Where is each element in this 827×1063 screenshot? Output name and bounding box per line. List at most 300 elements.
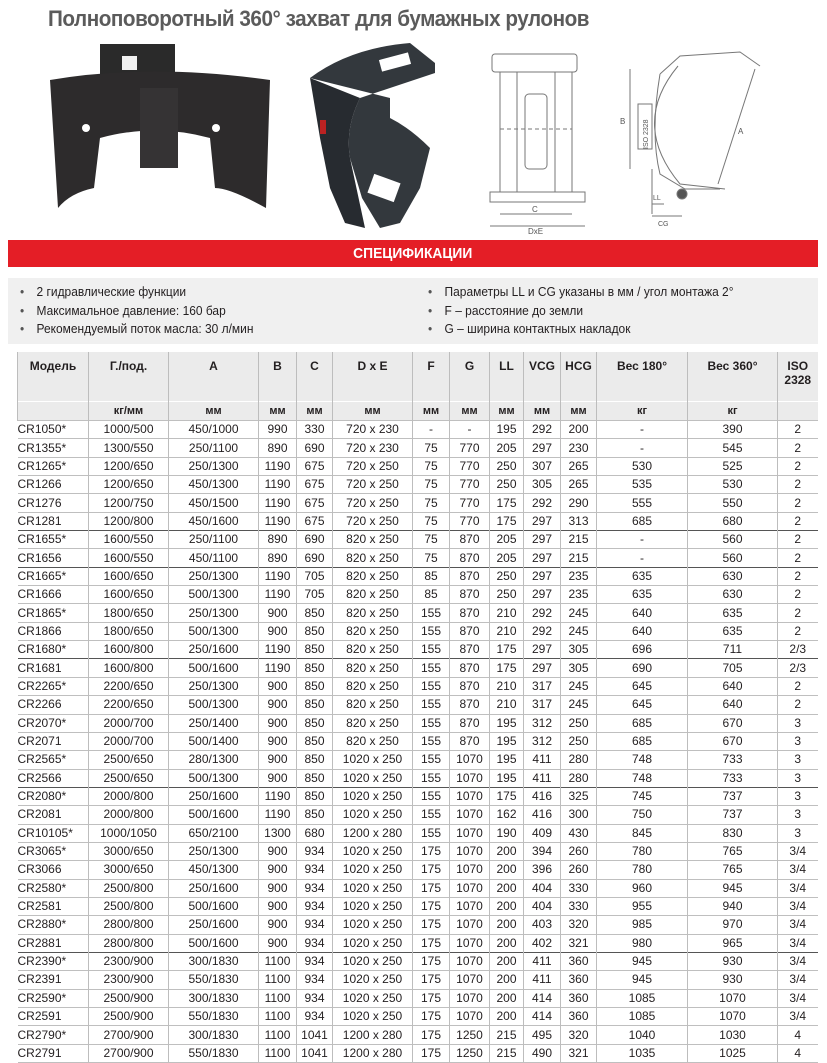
value-cell: 175: [413, 952, 450, 970]
model-cell: CR1656: [18, 549, 89, 567]
value-cell: 870: [450, 622, 490, 640]
value-cell: 292: [524, 604, 561, 622]
value-cell: 155: [413, 751, 450, 769]
model-cell: CR2080*: [18, 787, 89, 805]
value-cell: 155: [413, 824, 450, 842]
column-unit: мм: [490, 402, 524, 421]
label-ll: LL: [653, 195, 661, 202]
value-cell: 1800/650: [89, 604, 169, 622]
value-cell: 2: [778, 677, 818, 695]
value-cell: 1200/750: [89, 494, 169, 512]
value-cell: 765: [688, 842, 778, 860]
value-cell: 500/1600: [169, 934, 259, 952]
value-cell: 230: [561, 439, 597, 457]
value-cell: 1070: [450, 861, 490, 879]
value-cell: 850: [297, 641, 333, 659]
value-cell: 312: [524, 714, 561, 732]
value-cell: 313: [561, 512, 597, 530]
column-header: HCG: [561, 352, 597, 402]
value-cell: 2: [778, 549, 818, 567]
model-cell: CR2391: [18, 971, 89, 989]
value-cell: 820 x 250: [333, 531, 413, 549]
value-cell: 250/1400: [169, 714, 259, 732]
model-cell: CR1355*: [18, 439, 89, 457]
value-cell: 560: [688, 531, 778, 549]
value-cell: 870: [450, 732, 490, 750]
value-cell: 2/3: [778, 659, 818, 677]
value-cell: 980: [597, 934, 688, 952]
table-row: [18, 641, 818, 659]
clamp-photo-side: [290, 38, 470, 233]
value-cell: 2700/900: [89, 1044, 169, 1062]
value-cell: 195: [490, 421, 524, 439]
value-cell: 297: [524, 531, 561, 549]
value-cell: 820 x 250: [333, 659, 413, 677]
value-cell: 2: [778, 586, 818, 604]
value-cell: 630: [688, 586, 778, 604]
value-cell: 200: [490, 897, 524, 915]
value-cell: 175: [413, 989, 450, 1007]
value-cell: 900: [259, 879, 297, 897]
side-diagram: [590, 44, 820, 234]
value-cell: 305: [561, 659, 597, 677]
value-cell: 175: [490, 641, 524, 659]
value-cell: 210: [490, 696, 524, 714]
value-cell: 820 x 250: [333, 567, 413, 585]
value-cell: 205: [490, 439, 524, 457]
specs-list-left: [20, 283, 274, 339]
model-cell: CR2881: [18, 934, 89, 952]
value-cell: 1190: [259, 641, 297, 659]
value-cell: 850: [297, 714, 333, 732]
value-cell: 934: [297, 971, 333, 989]
value-cell: 733: [688, 751, 778, 769]
specs-list-right: [428, 283, 760, 339]
value-cell: 945: [597, 971, 688, 989]
value-cell: 3/4: [778, 971, 818, 989]
value-cell: 1100: [259, 971, 297, 989]
value-cell: 770: [450, 457, 490, 475]
value-cell: 330: [561, 879, 597, 897]
value-cell: 640: [688, 696, 778, 714]
value-cell: 403: [524, 916, 561, 934]
column-header: A: [169, 352, 259, 402]
value-cell: 1190: [259, 494, 297, 512]
value-cell: 690: [297, 439, 333, 457]
value-cell: 3/4: [778, 879, 818, 897]
value-cell: 205: [490, 531, 524, 549]
value-cell: 635: [597, 567, 688, 585]
spec-table: [17, 352, 818, 1063]
value-cell: 635: [597, 586, 688, 604]
value-cell: 850: [297, 751, 333, 769]
column-unit: кг/мм: [89, 402, 169, 421]
value-cell: 1800/650: [89, 622, 169, 640]
table-row: [18, 842, 818, 860]
value-cell: 845: [597, 824, 688, 842]
table-row: [18, 897, 818, 915]
value-cell: 2000/800: [89, 787, 169, 805]
value-cell: 870: [450, 586, 490, 604]
value-cell: 3/4: [778, 916, 818, 934]
value-cell: 745: [597, 787, 688, 805]
spec-item: • F – расстояние до земли: [428, 302, 733, 321]
value-cell: 820 x 250: [333, 714, 413, 732]
column-header: Г./под.: [89, 352, 169, 402]
value-cell: 1190: [259, 567, 297, 585]
value-cell: 1190: [259, 512, 297, 530]
value-cell: 155: [413, 677, 450, 695]
table-row: [18, 916, 818, 934]
value-cell: 1600/650: [89, 586, 169, 604]
value-cell: 200: [490, 861, 524, 879]
value-cell: 3: [778, 769, 818, 787]
value-cell: 820 x 250: [333, 677, 413, 695]
value-cell: 2: [778, 531, 818, 549]
value-cell: 3: [778, 714, 818, 732]
label-iso: ISO 2328: [643, 119, 650, 149]
table-row: [18, 732, 818, 750]
value-cell: 85: [413, 586, 450, 604]
value-cell: 250/1300: [169, 604, 259, 622]
value-cell: 155: [413, 732, 450, 750]
value-cell: 934: [297, 879, 333, 897]
value-cell: 162: [490, 806, 524, 824]
value-cell: 900: [259, 714, 297, 732]
value-cell: 411: [524, 952, 561, 970]
value-cell: 3/4: [778, 861, 818, 879]
value-cell: 640: [688, 677, 778, 695]
value-cell: 2500/800: [89, 897, 169, 915]
model-cell: CR1865*: [18, 604, 89, 622]
value-cell: 245: [561, 696, 597, 714]
value-cell: -: [597, 421, 688, 439]
value-cell: 1085: [597, 989, 688, 1007]
model-cell: CR2590*: [18, 989, 89, 1007]
value-cell: 675: [297, 494, 333, 512]
value-cell: 1600/550: [89, 549, 169, 567]
value-cell: 280: [561, 751, 597, 769]
value-cell: 250/1300: [169, 457, 259, 475]
value-cell: 175: [413, 861, 450, 879]
value-cell: 1041: [297, 1044, 333, 1062]
value-cell: 670: [688, 714, 778, 732]
value-cell: 200: [490, 1008, 524, 1026]
value-cell: 297: [524, 549, 561, 567]
value-cell: 870: [450, 641, 490, 659]
value-cell: 250/1100: [169, 439, 259, 457]
value-cell: 1070: [450, 934, 490, 952]
value-cell: 2: [778, 476, 818, 494]
value-cell: 250/1300: [169, 842, 259, 860]
value-cell: 720 x 230: [333, 439, 413, 457]
value-cell: 1070: [450, 824, 490, 842]
clamp-hole-right: [212, 124, 220, 132]
model-cell: CR2565*: [18, 751, 89, 769]
value-cell: 297: [524, 567, 561, 585]
value-cell: 360: [561, 989, 597, 1007]
value-cell: 215: [490, 1026, 524, 1044]
value-cell: 500/1600: [169, 806, 259, 824]
value-cell: 1200/650: [89, 476, 169, 494]
column-unit: мм: [333, 402, 413, 421]
table-row: [18, 512, 818, 530]
value-cell: 770: [450, 439, 490, 457]
value-cell: 317: [524, 677, 561, 695]
value-cell: 3: [778, 732, 818, 750]
table-row: [18, 879, 818, 897]
value-cell: 890: [259, 549, 297, 567]
value-cell: 560: [688, 549, 778, 567]
value-cell: 934: [297, 934, 333, 952]
value-cell: 1200 x 280: [333, 1026, 413, 1044]
value-cell: 850: [297, 659, 333, 677]
value-cell: 640: [597, 622, 688, 640]
model-cell: CR3065*: [18, 842, 89, 860]
value-cell: 292: [524, 494, 561, 512]
value-cell: 870: [450, 659, 490, 677]
value-cell: 635: [688, 604, 778, 622]
value-cell: 1190: [259, 586, 297, 604]
value-cell: 934: [297, 989, 333, 1007]
table-header-row: [18, 352, 818, 402]
column-header: ISO 2328: [778, 352, 818, 402]
value-cell: 900: [259, 934, 297, 952]
value-cell: 75: [413, 439, 450, 457]
value-cell: 720 x 250: [333, 457, 413, 475]
value-cell: 200: [490, 971, 524, 989]
value-cell: 317: [524, 696, 561, 714]
value-cell: 670: [688, 732, 778, 750]
value-cell: 550/1830: [169, 1044, 259, 1062]
value-cell: 1190: [259, 659, 297, 677]
value-cell: 900: [259, 842, 297, 860]
value-cell: 2300/900: [89, 952, 169, 970]
spec-item: • Максимальное давление: 160 бар: [20, 302, 253, 321]
value-cell: 550/1830: [169, 1008, 259, 1026]
column-header: Вес 360°: [688, 352, 778, 402]
value-cell: 711: [688, 641, 778, 659]
value-cell: 321: [561, 1044, 597, 1062]
model-cell: CR2581: [18, 897, 89, 915]
value-cell: 2800/800: [89, 934, 169, 952]
value-cell: 1020 x 250: [333, 879, 413, 897]
value-cell: 245: [561, 604, 597, 622]
value-cell: 1070: [450, 842, 490, 860]
value-cell: 820 x 250: [333, 604, 413, 622]
value-cell: 1020 x 250: [333, 861, 413, 879]
value-cell: 830: [688, 824, 778, 842]
model-cell: CR2790*: [18, 1026, 89, 1044]
column-unit: мм: [413, 402, 450, 421]
value-cell: 450/1600: [169, 512, 259, 530]
column-header: Вес 180°: [597, 352, 688, 402]
value-cell: 900: [259, 622, 297, 640]
value-cell: 155: [413, 806, 450, 824]
value-cell: 870: [450, 549, 490, 567]
value-cell: 900: [259, 677, 297, 695]
value-cell: 210: [490, 622, 524, 640]
value-cell: 934: [297, 916, 333, 934]
value-cell: 404: [524, 879, 561, 897]
value-cell: 430: [561, 824, 597, 842]
value-cell: 1250: [450, 1044, 490, 1062]
value-cell: 2000/700: [89, 714, 169, 732]
value-cell: 321: [561, 934, 597, 952]
table-row: [18, 751, 818, 769]
table-row: [18, 934, 818, 952]
value-cell: 934: [297, 861, 333, 879]
value-cell: 1020 x 250: [333, 751, 413, 769]
model-cell: CR1665*: [18, 567, 89, 585]
value-cell: 195: [490, 769, 524, 787]
model-cell: CR1680*: [18, 641, 89, 659]
value-cell: 3/4: [778, 897, 818, 915]
value-cell: 1200/650: [89, 457, 169, 475]
value-cell: 2800/800: [89, 916, 169, 934]
value-cell: 2700/900: [89, 1026, 169, 1044]
value-cell: 1020 x 250: [333, 787, 413, 805]
value-cell: 300/1830: [169, 952, 259, 970]
model-cell: CR10105*: [18, 824, 89, 842]
table-row: [18, 696, 818, 714]
value-cell: 970: [688, 916, 778, 934]
value-cell: 2500/800: [89, 879, 169, 897]
table-row: [18, 1008, 818, 1026]
value-cell: 292: [524, 622, 561, 640]
value-cell: 645: [597, 677, 688, 695]
value-cell: 900: [259, 751, 297, 769]
value-cell: 2000/700: [89, 732, 169, 750]
value-cell: 416: [524, 806, 561, 824]
value-cell: 770: [450, 476, 490, 494]
value-cell: 450/1500: [169, 494, 259, 512]
model-cell: CR1050*: [18, 421, 89, 439]
clamp-center-plate: [140, 88, 178, 168]
value-cell: 870: [450, 604, 490, 622]
value-cell: 748: [597, 751, 688, 769]
value-cell: 820 x 250: [333, 696, 413, 714]
value-cell: 175: [413, 916, 450, 934]
value-cell: 250/1300: [169, 567, 259, 585]
value-cell: 307: [524, 457, 561, 475]
column-header: B: [259, 352, 297, 402]
value-cell: 1190: [259, 806, 297, 824]
value-cell: 3/4: [778, 952, 818, 970]
column-unit: [18, 402, 89, 421]
value-cell: 215: [561, 549, 597, 567]
value-cell: 175: [413, 1044, 450, 1062]
value-cell: 900: [259, 916, 297, 934]
value-cell: 525: [688, 457, 778, 475]
value-cell: 1200 x 280: [333, 824, 413, 842]
value-cell: 737: [688, 787, 778, 805]
table-row: [18, 971, 818, 989]
label-cg: CG: [658, 221, 669, 228]
value-cell: 200: [490, 989, 524, 1007]
value-cell: 195: [490, 714, 524, 732]
column-unit: мм: [297, 402, 333, 421]
value-cell: 930: [688, 971, 778, 989]
value-cell: 770: [450, 494, 490, 512]
value-cell: 414: [524, 989, 561, 1007]
value-cell: 1020 x 250: [333, 1008, 413, 1026]
model-cell: CR2791: [18, 1044, 89, 1062]
table-row: [18, 567, 818, 585]
value-cell: 1040: [597, 1026, 688, 1044]
value-cell: 965: [688, 934, 778, 952]
value-cell: 300/1830: [169, 989, 259, 1007]
model-cell: CR2580*: [18, 879, 89, 897]
value-cell: 870: [450, 696, 490, 714]
value-cell: 320: [561, 916, 597, 934]
specs-banner-label: СПЕЦИФИКАЦИИ: [353, 245, 473, 262]
value-cell: 155: [413, 769, 450, 787]
value-cell: 2500/900: [89, 989, 169, 1007]
value-cell: 500/1300: [169, 696, 259, 714]
value-cell: 1070: [688, 1008, 778, 1026]
value-cell: 3/4: [778, 934, 818, 952]
value-cell: 360: [561, 971, 597, 989]
value-cell: 210: [490, 604, 524, 622]
value-cell: 675: [297, 512, 333, 530]
value-cell: 175: [413, 897, 450, 915]
value-cell: 175: [413, 934, 450, 952]
product-images: [0, 38, 827, 233]
value-cell: 685: [597, 512, 688, 530]
spec-item: • Параметры LL и CG указаны в мм / угол монтажа 2°: [428, 283, 733, 302]
value-cell: 490: [524, 1044, 561, 1062]
page-title: Полноповоротный 360° захват для бумажных рулонов: [48, 6, 590, 31]
value-cell: 1070: [450, 916, 490, 934]
value-cell: 394: [524, 842, 561, 860]
value-cell: 960: [597, 879, 688, 897]
value-cell: 650/2100: [169, 824, 259, 842]
table-row: [18, 421, 818, 439]
value-cell: 850: [297, 732, 333, 750]
value-cell: 550: [688, 494, 778, 512]
value-cell: 934: [297, 1008, 333, 1026]
value-cell: 290: [561, 494, 597, 512]
value-cell: 1020 x 250: [333, 842, 413, 860]
value-cell: 1070: [688, 989, 778, 1007]
table-row: [18, 531, 818, 549]
value-cell: 2: [778, 494, 818, 512]
value-cell: 195: [490, 751, 524, 769]
value-cell: 900: [259, 861, 297, 879]
value-cell: 200: [490, 842, 524, 860]
model-cell: CR2081: [18, 806, 89, 824]
value-cell: 1600/650: [89, 567, 169, 585]
value-cell: 250/1600: [169, 879, 259, 897]
value-cell: 850: [297, 696, 333, 714]
value-cell: 175: [413, 971, 450, 989]
table-row: [18, 622, 818, 640]
value-cell: 934: [297, 897, 333, 915]
diagram-top-arm: [660, 52, 760, 74]
value-cell: 900: [259, 732, 297, 750]
value-cell: 820 x 250: [333, 549, 413, 567]
value-cell: 3000/650: [89, 842, 169, 860]
model-cell: CR1655*: [18, 531, 89, 549]
value-cell: 1190: [259, 476, 297, 494]
value-cell: 3000/650: [89, 861, 169, 879]
value-cell: 265: [561, 476, 597, 494]
value-cell: 414: [524, 1008, 561, 1026]
value-cell: 2: [778, 439, 818, 457]
value-cell: 690: [297, 549, 333, 567]
value-cell: 330: [561, 897, 597, 915]
